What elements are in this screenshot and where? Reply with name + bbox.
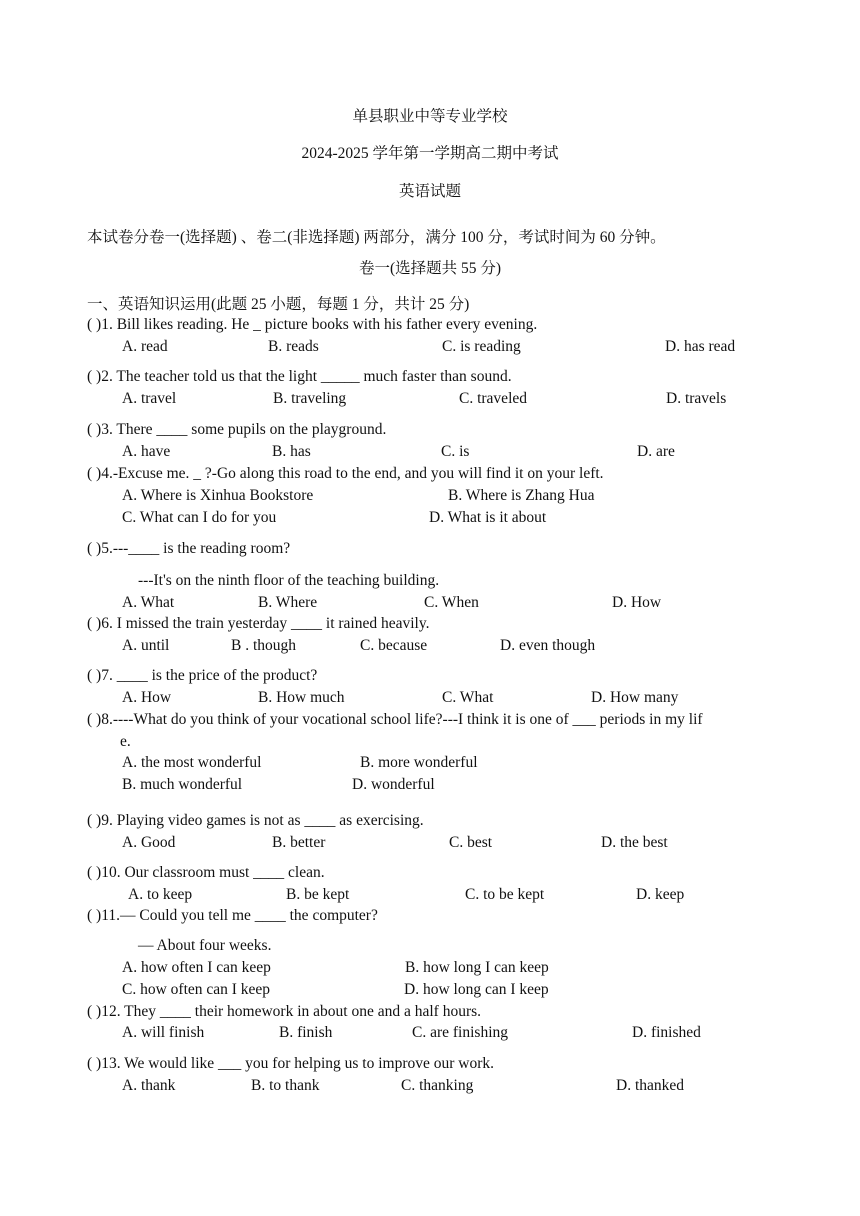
option-b: B. Where	[258, 594, 318, 611]
option-b: B. better	[272, 834, 326, 851]
question-stem-continued: e.	[120, 733, 131, 750]
option-d: D. thanked	[616, 1077, 685, 1094]
option-b: B. has	[272, 443, 311, 460]
question-stem: ( )7. ____ is the price of the product?	[87, 667, 318, 684]
option-b: B . though	[231, 637, 297, 654]
option-c: B. much wonderful	[122, 776, 243, 793]
option-c: C. is reading	[442, 338, 521, 355]
question-stem: ( )12. They ____ their homework in about one and a half hours.	[87, 1003, 482, 1020]
option-b: B. reads	[268, 338, 319, 355]
question-stem: ( )10. Our classroom must ____ clean.	[87, 864, 325, 881]
question-stem: ( )2. The teacher told us that the light _____ much faster than sound.	[87, 368, 512, 385]
option-a: A. travel	[122, 390, 177, 407]
option-a: A. have	[122, 443, 171, 460]
option-d: D. how long can I keep	[404, 981, 549, 998]
question-stem: ( )4.-Excuse me. _ ?-Go along this road to the end, and you will find it on your left.	[87, 465, 604, 482]
option-b: B. traveling	[273, 390, 347, 407]
option-b: B. how long I can keep	[405, 959, 549, 976]
section-title: 一、英语知识运用(此题 25 小题，每题 1 分，共计 25 分)	[87, 296, 470, 313]
option-a: A. What	[122, 594, 175, 611]
option-a: A. read	[122, 338, 168, 355]
option-a: A. thank	[122, 1077, 176, 1094]
option-d: D. travels	[666, 390, 727, 407]
option-a: A. Good	[122, 834, 176, 851]
option-b: B. be kept	[286, 886, 350, 903]
question-stem: ( )1. Bill likes reading. He _ picture books with his father every evening.	[87, 316, 538, 333]
option-d: D. wonderful	[352, 776, 435, 793]
option-c: C. thanking	[401, 1077, 474, 1094]
option-a: A. will finish	[122, 1024, 205, 1041]
option-c: C. What	[442, 689, 494, 706]
option-d: D. How	[612, 594, 662, 611]
option-a: A. How	[122, 689, 172, 706]
exam-intro: 本试卷分卷一(选择题) 、卷二(非选择题) 两部分，满分 100 分，考试时间为 60 分钟。	[87, 229, 666, 246]
exam-title: 2024-2025 学年第一学期高二期中考试	[301, 145, 559, 162]
option-c: C. are finishing	[412, 1024, 508, 1041]
option-b: B. to thank	[251, 1077, 320, 1094]
option-d: D. even though	[500, 637, 596, 654]
option-b: B. more wonderful	[360, 754, 478, 771]
school-title: 单县职业中等专业学校	[352, 108, 508, 125]
option-c: C. traveled	[459, 390, 528, 407]
option-d: D. finished	[632, 1024, 701, 1041]
option-d: D. are	[637, 443, 675, 460]
question-stem: ( )13. We would like ___ you for helping us to improve our work.	[87, 1055, 495, 1072]
question-dialogue: ---It's on the ninth floor of the teaching building.	[138, 572, 440, 589]
option-a: A. Where is Xinhua Bookstore	[122, 487, 314, 504]
option-a: A. how often I can keep	[122, 959, 271, 976]
option-d: D. has read	[665, 338, 736, 355]
option-a: A. the most wonderful	[122, 754, 262, 771]
question-dialogue: — About four weeks.	[138, 937, 272, 954]
option-a: A. to keep	[128, 886, 193, 903]
question-stem: ( )5.---____ is the reading room?	[87, 540, 291, 557]
question-stem: ( )8.----What do you think of your vocational school life?---I think it is one of ___ periods in my lif	[87, 711, 703, 728]
option-b: B. Where is Zhang Hua	[448, 487, 595, 504]
question-stem: ( )11.— Could you tell me ____ the computer?	[87, 907, 378, 924]
option-c: C. because	[360, 637, 428, 654]
option-b: B. finish	[279, 1024, 333, 1041]
option-a: A. until	[122, 637, 170, 654]
option-c: C. to be kept	[465, 886, 545, 903]
option-d: D. How many	[591, 689, 679, 706]
option-c: C. is	[441, 443, 470, 460]
subject-title: 英语试题	[398, 183, 461, 200]
option-c: C. What can I do for you	[122, 509, 277, 526]
option-c: C. how often can I keep	[122, 981, 271, 998]
option-d: D. the best	[601, 834, 668, 851]
question-stem: ( )6. I missed the train yesterday ____ it rained heavily.	[87, 615, 430, 632]
part-title: 卷一(选择题共 55 分)	[358, 260, 502, 277]
option-c: C. When	[424, 594, 479, 611]
question-stem: ( )9. Playing video games is not as ____ as exercising.	[87, 812, 424, 829]
question-stem: ( )3. There ____ some pupils on the playground.	[87, 421, 387, 438]
option-d: D. keep	[636, 886, 685, 903]
option-b: B. How much	[258, 689, 345, 706]
option-d: D. What is it about	[429, 509, 547, 526]
option-c: C. best	[449, 834, 493, 851]
